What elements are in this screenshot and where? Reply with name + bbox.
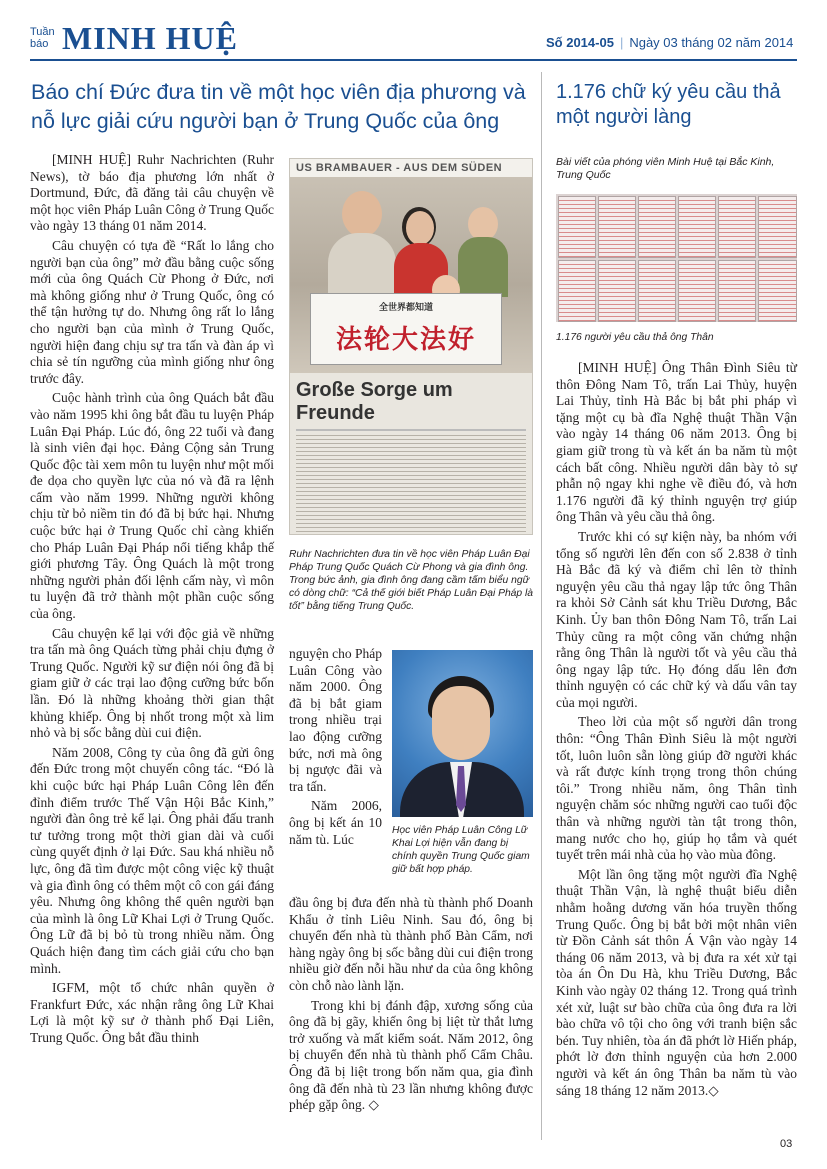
petition-sheet bbox=[638, 196, 676, 258]
petition-sheet bbox=[678, 196, 716, 258]
main-paragraph: IGFM, một tổ chức nhân quyền ở Frankfurt Đức, xác nhận rằng ông Lữ Khai Lợi là một kỹ sư ở thành phố Đại Liên, Trung Quốc. Ông bắt đầu thinh bbox=[30, 980, 274, 1045]
masthead-rule bbox=[30, 59, 797, 61]
main-paragraph: Cuộc hành trình của ông Quách bắt đầu vào năm 1995 khi ông bắt đầu tu luyện Pháp Luân Đại Pháp. Lúc đó, ông 22 tuổi và đang là sinh viên đại học. Đảng Cộng sản Trung Quốc độc tài xem môn tu luyện như một mối đe dọa cho quyền lực của nó và đã ra lệnh cấm vào năm 1999. Những người không chịu từ bỏ niềm tin đó đã bị bức hại. Nhưng cuộc bức hại ở Trung Quốc chỉ càng khiến cho Pháp Luân Đại Pháp nổi tiếng khắp thế giới phương Tây. Ông Quách là một trong những người phản đối lệnh cấm này, vì môn tu luyện đã trở thành một phần cuộc sống của ông. bbox=[30, 390, 274, 622]
main-paragraph: nguyện cho Pháp Luân Công vào năm 2000. Ông đã bị bắt giam trong nhiều trại lao động cưỡng bức, nơi mà ông bị ngược đãi và tra tấn. bbox=[289, 646, 382, 794]
clipping-rule bbox=[296, 429, 526, 431]
main-paragraph: Năm 2008, Công ty của ông đã gửi ông đến Đức trong một chuyến công tác. “Đó là khi cuộc bức hại Pháp Luân Công lên đến đỉnh điểm trước Thế Vận Hội Bắc Kinh,” người đàn ông trẻ kể lại. Ông phải đấu tranh tư tưởng trong một thời gian dài và cuối cùng quyết định ở lại Đức. Sau khá nhiều nỗ lực, ông đã tìm được một công việc kỹ thuật và gia đình ông có thêm một cô con gái đáng yêu. Nhưng ông không thể quên người bạn của mình là ông Lữ Khai Lợi ở Trung Quốc. Ông Lữ đã bị bỏ tù trong nhiều năm. Ông Quách hiện đang tìm cách giải cứu cho bạn mình. bbox=[30, 744, 274, 976]
man-face bbox=[342, 191, 382, 237]
side-byline: Bài viết của phóng viên Minh Huệ tại Bắc Kinh, Trung Quốc bbox=[556, 156, 775, 181]
issue-date: Ngày 03 tháng 02 năm 2014 bbox=[629, 35, 794, 50]
petition-sheet bbox=[718, 196, 756, 258]
woman-face bbox=[406, 211, 434, 245]
column-divider bbox=[541, 72, 542, 1140]
banner-big-text: 法轮大法好 bbox=[335, 325, 476, 355]
masthead-title: MINH HUỆ bbox=[62, 20, 238, 56]
main-paragraph: đầu ông bị đưa đến nhà tù thành phố Doanh Khẩu ở tỉnh Liêu Ninh. Sau đó, ông bị chuyển đến nhà tù thành phố Bàn Cẩm, nơi hàng ngày ông bị sốc bằng dùi cui điện trong nhiều giờ đến nỗi hầu như da của ông không còn chỗ nào lành lặn. bbox=[289, 895, 533, 993]
issue-number: Số 2014-05 bbox=[546, 35, 614, 50]
petition-sheet bbox=[678, 260, 716, 322]
page-number: 03 bbox=[780, 1138, 793, 1150]
petition-sheet bbox=[638, 260, 676, 322]
petition-sheet bbox=[718, 260, 756, 322]
petition-sheet bbox=[598, 196, 636, 258]
portrait-face bbox=[432, 686, 490, 760]
side-column bbox=[556, 360, 797, 1102]
falun-dafa-banner bbox=[310, 293, 502, 365]
banner-small-text: 全世界都知道 bbox=[378, 303, 433, 313]
side-headline: 1.176 chữ ký yêu cầu thả một người làng bbox=[556, 81, 781, 128]
clipping-text-columns bbox=[296, 435, 526, 535]
main-paragraph: Câu chuyện có tựa đề “Rất lo lắng cho người bạn của ông” mở đầu bằng cuộc sống mới của ông Quách Cừ Phong ở Đức, nơi mà không giống như ở Trung Quốc, ông có thể tận hưởng tự do. Nhưng ông rất lo lắng cho người bạn của mình ở Trung Quốc, người hiện đang chịu sự tra tấn và đàn áp vì chia sẻ tín ngưỡng của mình giống như ông trước đây. bbox=[30, 237, 274, 386]
child-body bbox=[458, 237, 508, 297]
masthead-small-2: báo bbox=[30, 38, 49, 50]
main-paragraph: Năm 2006, ông bị kết án 10 năm tù. Lúc bbox=[289, 798, 382, 847]
petition-photo bbox=[556, 194, 797, 322]
issue-separator: | bbox=[619, 35, 624, 50]
photo2-caption: Học viên Pháp Luân Công Lữ Khai Lợi hiện vẫn đang bị chính quyền Trung Quốc giam giữ bất hợp pháp. bbox=[392, 825, 530, 875]
petition-sheet bbox=[758, 196, 797, 258]
side-paragraph: [MINH HUỆ] Ông Thân Đình Siêu từ thôn Đông Nam Tô, trấn Lai Thủy, huyện Lai Thủy, tỉnh Hà Bắc bị bắt phi pháp vì tặng một cụ bà đĩa Nghệ thuật Thần Vận vào ngày 14 tháng 06 năm 2013. Ông bị giam giữ trong tù và kết án ba năm tù một cách bất công. Nhiều người dân bày tỏ sự phẫn nộ ngay khi nghe về điều đó, và hơn 1.176 người đã ký thỉnh nguyện trợ giúp ông Thân và yêu cầu thả ông. bbox=[556, 360, 797, 525]
petition-caption: 1.176 người yêu cầu thả ông Thân bbox=[556, 332, 714, 343]
main-headline: Báo chí Đức đưa tin về một học viên địa phương và nỗ lực giải cứu người bạn ở Trung Quốc của ông bbox=[31, 80, 526, 133]
clipping-headline: Große Sorge um Freunde bbox=[296, 379, 453, 424]
side-paragraph: Theo lời của một số người dân trong thôn: “Ông Thân Đình Siêu là một người tốt, luôn luôn sẵn lòng giúp đỡ người khác và rất được kính trọng trong thôn chúng tôi.” Trong nhiều năm, ông Thân tình nguyện chăm sóc những người cao tuổi độc thân và những người tàn tật trong thôn, mang nước cho họ, giúp họ tắm và quét tuyết trên mái nhà của họ vào mùa đông. bbox=[556, 714, 797, 863]
main-paragraph: Câu chuyện kể lại với độc giả về những tra tấn mà ông Quách từng phải chịu đựng ở Trung Quốc. Người kỹ sư điện nói ông đã bị giam giữ ở các trại lao động cưỡng bức bốn lần. Đó là những khoảng thời gian thật khủng khiếp. Ông bị nhốt trong một xà lim nhỏ và bị sốc bằng dùi cui điện. bbox=[30, 625, 274, 741]
newspaper-clipping-photo bbox=[289, 158, 533, 535]
petition-sheet bbox=[758, 260, 797, 322]
side-paragraph: Một lần ông tặng một người đĩa Nghệ thuật Thần Vận, là nghệ thuật biểu diễn nhằm hoằng dương văn hóa truyền thống Trung Quốc. Ông bị bắt bởi một nhân viên từ Đồn Cảnh sát thôn Á Vận vào ngày 14 tháng 06 năm 2013, và bị đưa ra xét xử tại tòa án Ôn Du Hà, khu Triều Dương, Bắc Kinh vào ngày 02 tháng 12. Trong quá trình xét xử, luật sư bào chữa của ông đưa ra lời bào chữa vô tội cho ông với tranh biện sắc bén. Tuy nhiên, tòa án đã phớt lờ Hiến pháp, phớt lờ đơn thỉnh nguyện của hơn 2.000 người và kết án ông Thân ba năm tù vào sáng 18 tháng 12 năm 2013.◇ bbox=[556, 866, 797, 1098]
masthead-small-1: Tuần bbox=[30, 26, 55, 38]
main-paragraph: [MINH HUỆ] Ruhr Nachrichten (Ruhr News), tờ báo địa phương lớn nhất ở Dortmund, Đức, đã đăng tải câu chuyện về một học viên Pháp Luân Công ở Trung Quốc vào ngày 13 tháng 01 năm 2014. bbox=[30, 152, 274, 234]
petition-sheet bbox=[558, 260, 596, 322]
portrait-photo bbox=[392, 650, 533, 817]
issue-info bbox=[546, 36, 793, 50]
main-column-1 bbox=[30, 152, 274, 1049]
clipping-header: US BRAMBAUER - AUS DEM SÜDEN bbox=[290, 159, 532, 177]
photo1-caption: Ruhr Nachrichten đưa tin về học viên Pháp Luân Đại Pháp Trung Quốc Quách Cừ Phong và gia đình ông. Trong bức ảnh, gia đình ông đang cầm tấm biểu ngữ có dòng chữ: “Cả thế giới biết Pháp Luân Đại Pháp là tốt” bằng tiếng Trung Quốc. bbox=[289, 549, 534, 612]
main-paragraph: Trong khi bị đánh đập, xương sống của ông đã bị gãy, khiến ông bị liệt từ thắt lưng trở xuống và mất kiểm soát. Năm 2012, ông bị chuyển đến nhà tù thành phố Cẩm Châu. Ông đã bị liệt trong bốn năm qua, gia đình ông đã đến nhà tù 23 lần nhưng không được phép gặp ông. ◇ bbox=[289, 997, 533, 1113]
petition-sheet bbox=[598, 260, 636, 322]
side-paragraph: Trước khi có sự kiện này, ba nhóm với tổng số người lên đến con số 2.838 ở tỉnh Hà Bắc đã ký và điểm chỉ lên tờ thỉnh nguyện yêu cầu thả ngay lập tức ông Thân ra khỏi Sở Cảnh sát khu Triều Dương, Bắc Kinh. Ủy ban thôn Đông Nam Tô, trấn Lai Thủy cũng ra một công văn chứng nhận rằng ông Thân là người tốt và yêu cầu thả ông ngay lập tức. Họ đóng dấu lên đơn thỉnh nguyện có các chữ ký và dấu vân tay của mọi người. bbox=[556, 528, 797, 710]
petition-sheet bbox=[558, 196, 596, 258]
family-photo bbox=[290, 177, 532, 373]
child-face bbox=[468, 207, 498, 241]
main-column-2-narrow bbox=[289, 646, 382, 851]
main-column-2-bottom bbox=[289, 895, 533, 1117]
